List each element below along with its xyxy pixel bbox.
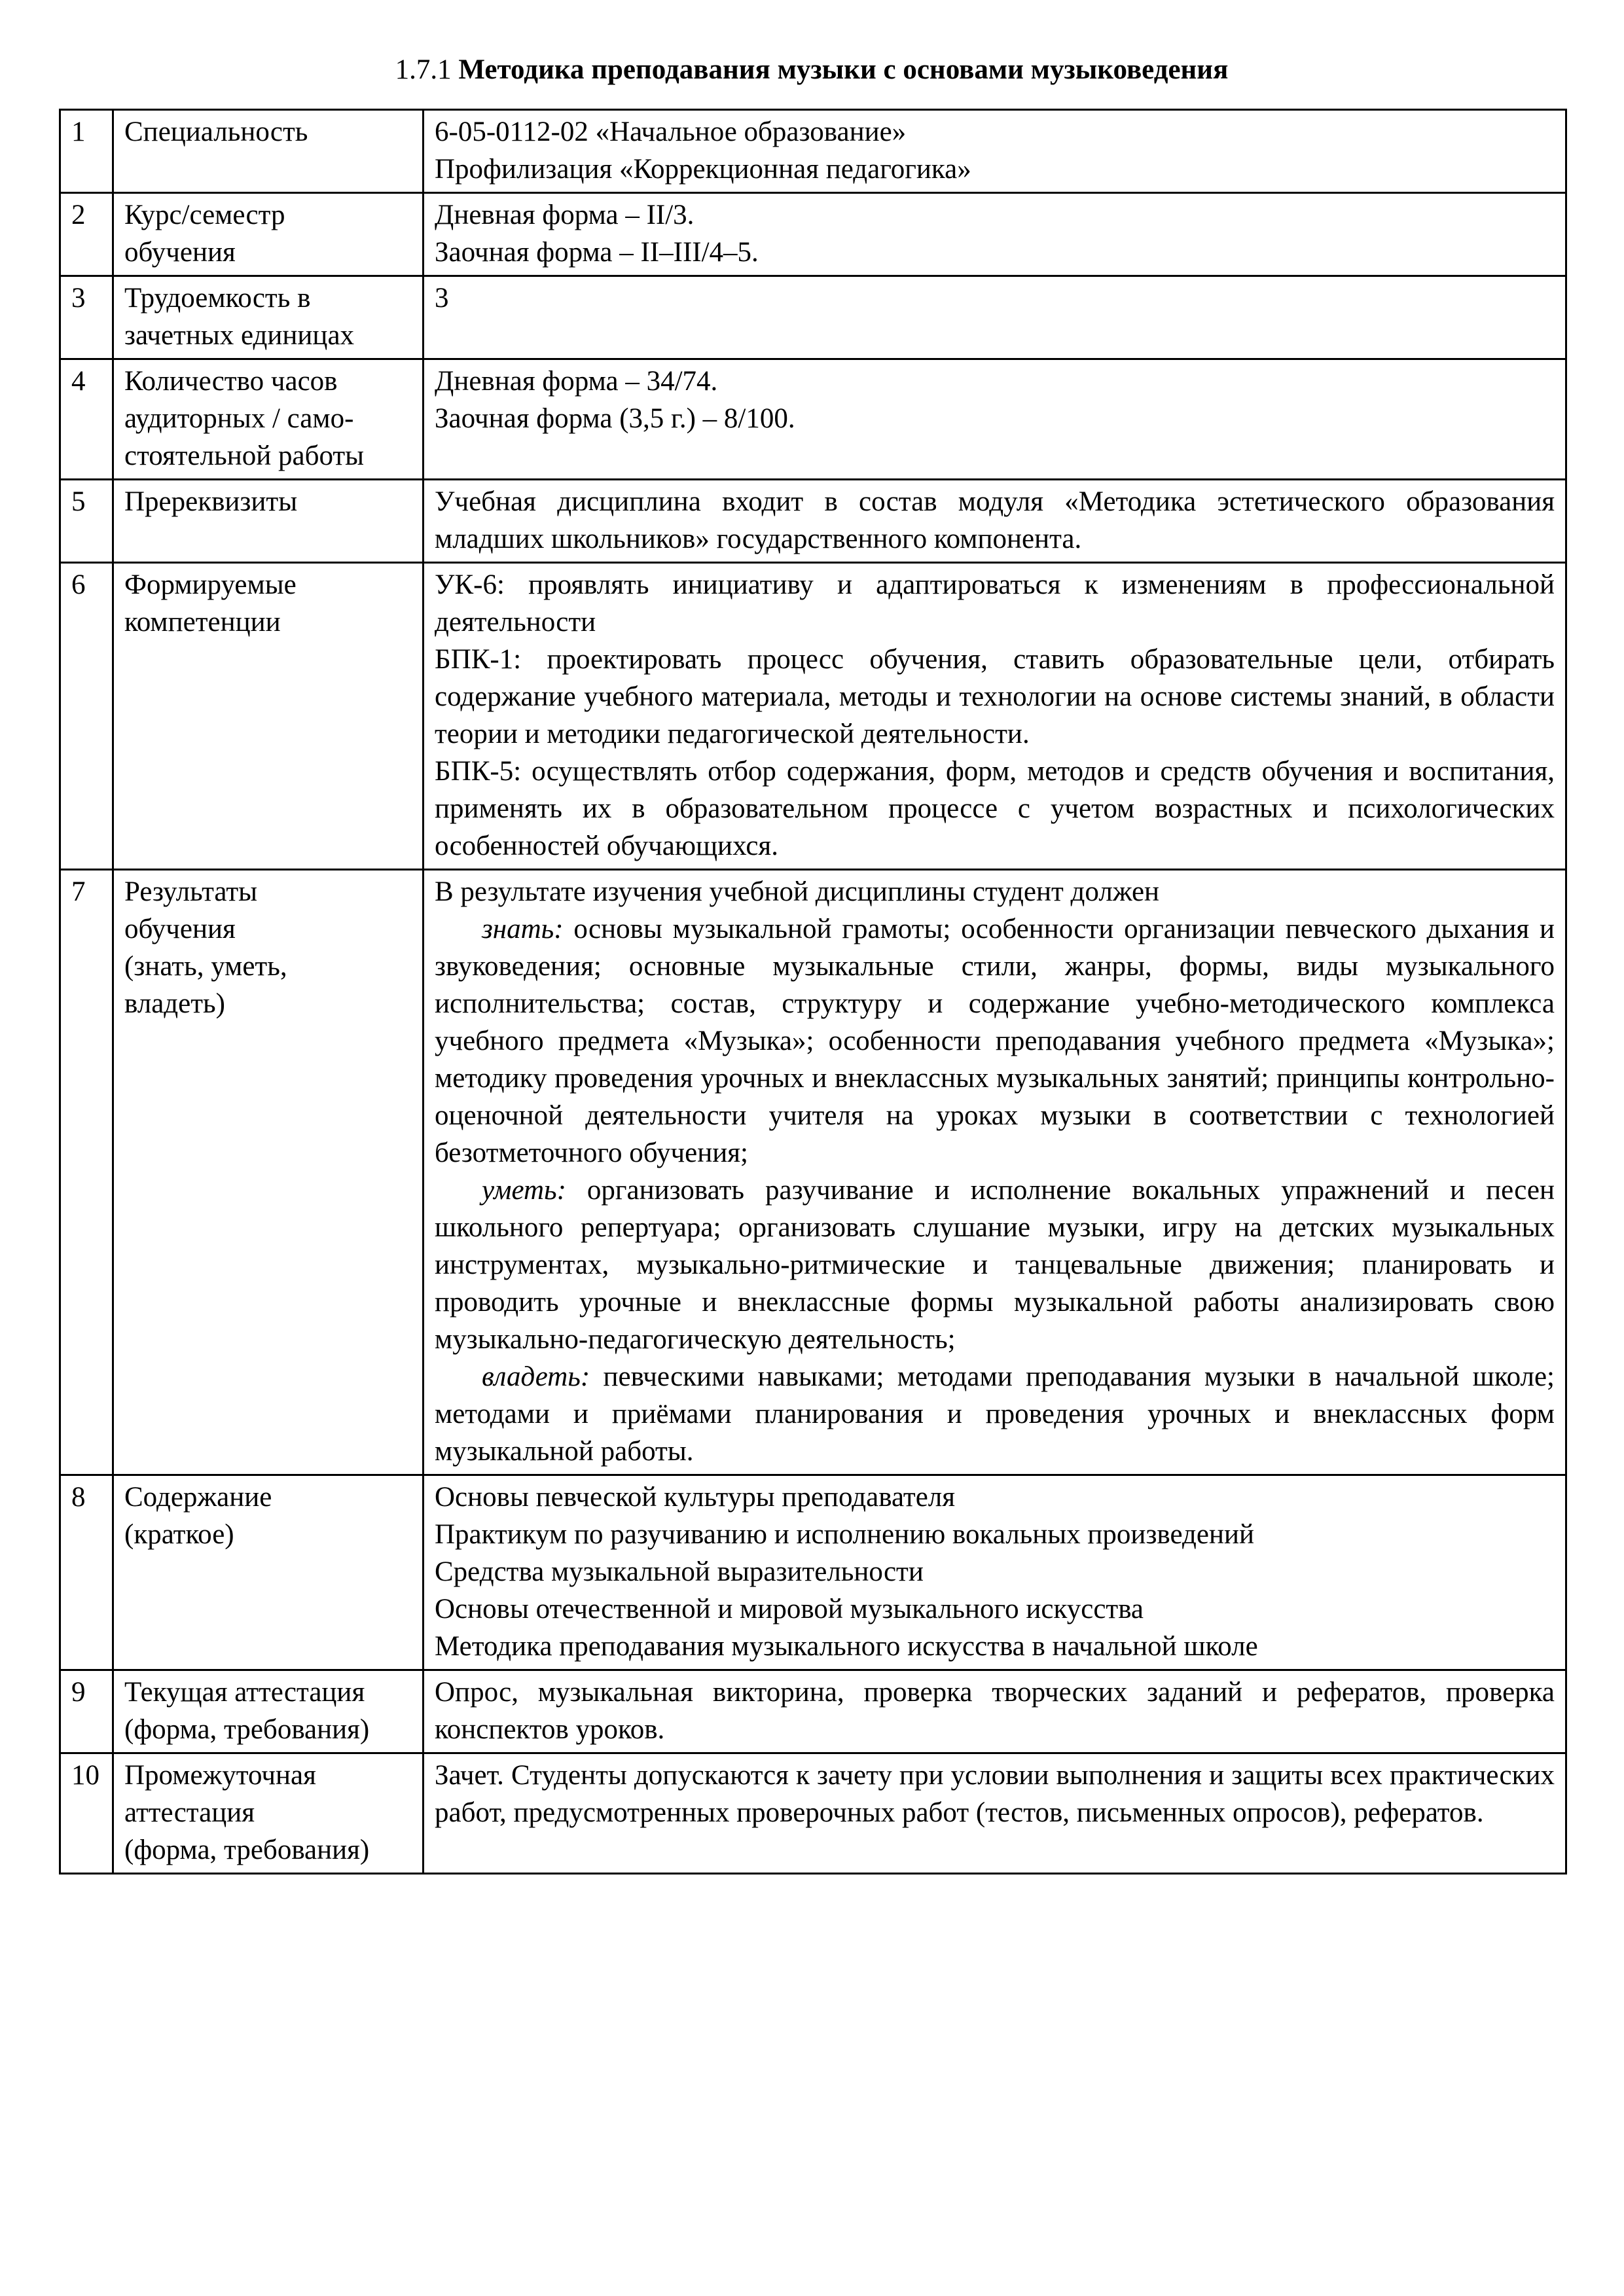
content-item: Основы певческой культуры преподавателя: [435, 1482, 956, 1513]
outcomes-know: знать: основы музыкальной грамоты; особенности организации певческого дыхания и звуковедения; основные музыкальные стили, жанры, формы, виды музыкального исполнительства; состав, структуру и содержание учебно-методического комплекса учебного предмета «Музыка»; особенности преподавания учебного предмета «Музыка»; методику проведения урочных и внеклассных музыкальных занятий; принципы контрольно-оценочной деятельности учителя на уроках музыки в соответствии с технологией безотметочного обучения;: [435, 914, 1555, 1168]
table-row: [60, 1475, 1566, 1670]
row-label: Курс/семестр обучения: [113, 193, 424, 276]
outcomes-can: уметь: организовать разучивание и исполнение вокальных упражнений и песен школьного репертуара; организовать слушание музыки, игру на детских музыкальных инструментах, музыкально-ритмические и танцевальные движения; планировать и проводить урочные и внеклассные формы музыкальной работы анализировать свою музыкально-педагогическую деятельность;: [435, 1175, 1555, 1355]
content-item: Методика преподавания музыкального искусства в начальной школе: [435, 1631, 1258, 1662]
row-label: Результаты обучения (знать, уметь, владеть): [113, 870, 424, 1475]
row-value-competencies: [424, 563, 1566, 870]
content-item: Средства музыкальной выразительности: [435, 1556, 924, 1587]
row-label: Промежуточная аттестация (форма, требования): [113, 1753, 424, 1874]
competency-bpk1: БПК-1: проектировать процесс обучения, ставить образовательные цели, отбирать содержание учебного материала, методы и технологии на основе системы знаний, в области теории и методики педагогической деятельности.: [435, 644, 1555, 749]
row-number: 9: [60, 1670, 113, 1753]
table-row: [60, 480, 1566, 563]
competency-bpk5: БПК-5: осуществлять отбор содержания, форм, методов и средств обучения и воспитания, применять их в образовательном процессе с учетом возрастных и психологических особенностей обучающихся.: [435, 756, 1555, 861]
row-label: Специальность: [113, 110, 424, 193]
content-item: Практикум по разучиванию и исполнению вокальных произведений: [435, 1519, 1254, 1550]
table-row: [60, 110, 1566, 193]
row-number: 6: [60, 563, 113, 870]
row-value-learning-outcomes: [424, 870, 1566, 1475]
syllabus-table: [59, 109, 1567, 1874]
table-row: [60, 1670, 1566, 1753]
row-number: 10: [60, 1753, 113, 1874]
row-value-credits: 3: [424, 276, 1566, 359]
row-label: Текущая аттестация (форма, требования): [113, 1670, 424, 1753]
row-number: 5: [60, 480, 113, 563]
row-value-content: [424, 1475, 1566, 1670]
table-row: [60, 1753, 1566, 1874]
row-value-intermediate-assessment: Зачет. Студенты допускаются к зачету при условии выполнения и защиты всех практических работ, предусмотренных проверочных работ (тестов, письменных опросов), рефератов.: [424, 1753, 1566, 1874]
row-number: 3: [60, 276, 113, 359]
row-label: Содержание (краткое): [113, 1475, 424, 1670]
table-row: [60, 359, 1566, 480]
row-number: 8: [60, 1475, 113, 1670]
outcomes-own: владеть: певческими навыками; методами преподавания музыки в начальной школе; методами и приёмами планирования и проведения урочных и внеклассных форм музыкальной работы.: [435, 1361, 1555, 1467]
row-value-course-semester: Дневная форма – II/3. Заочная форма – II–III/4–5.: [424, 193, 1566, 276]
row-number: 1: [60, 110, 113, 193]
row-value-prerequisites: Учебная дисциплина входит в состав модуля «Методика эстетического образования младших школьников» государственного компонента.: [424, 480, 1566, 563]
outcomes-intro: В результате изучения учебной дисциплины студент должен: [435, 876, 1160, 907]
row-label: Количество часов аудиторных / само- стоятельной работы: [113, 359, 424, 480]
row-number: 7: [60, 870, 113, 1475]
row-number: 4: [60, 359, 113, 480]
content-item: Основы отечественной и мировой музыкального искусства: [435, 1594, 1144, 1624]
row-label: Трудоемкость в зачетных единицах: [113, 276, 424, 359]
table-row: [60, 276, 1566, 359]
row-label: Пререквизиты: [113, 480, 424, 563]
table-row: [60, 870, 1566, 1475]
section-title-text: Методика преподавания музыки с основами музыковедения: [458, 54, 1229, 85]
section-number: 1.7.1: [395, 54, 452, 85]
table-row: [60, 563, 1566, 870]
competency-uk6: УК-6: проявлять инициативу и адаптироваться к изменениям в профессиональной деятельности: [435, 569, 1555, 637]
table-row: [60, 193, 1566, 276]
row-value-specialty: 6-05-0112-02 «Начальное образование» Профилизация «Коррекционная педагогика»: [424, 110, 1566, 193]
row-value-hours: Дневная форма – 34/74. Заочная форма (3,5 г.) – 8/100.: [424, 359, 1566, 480]
row-label: Формируемые компетенции: [113, 563, 424, 870]
section-title: [59, 51, 1564, 89]
row-value-current-assessment: Опрос, музыкальная викторина, проверка творческих заданий и рефератов, проверка конспектов уроков.: [424, 1670, 1566, 1753]
row-number: 2: [60, 193, 113, 276]
